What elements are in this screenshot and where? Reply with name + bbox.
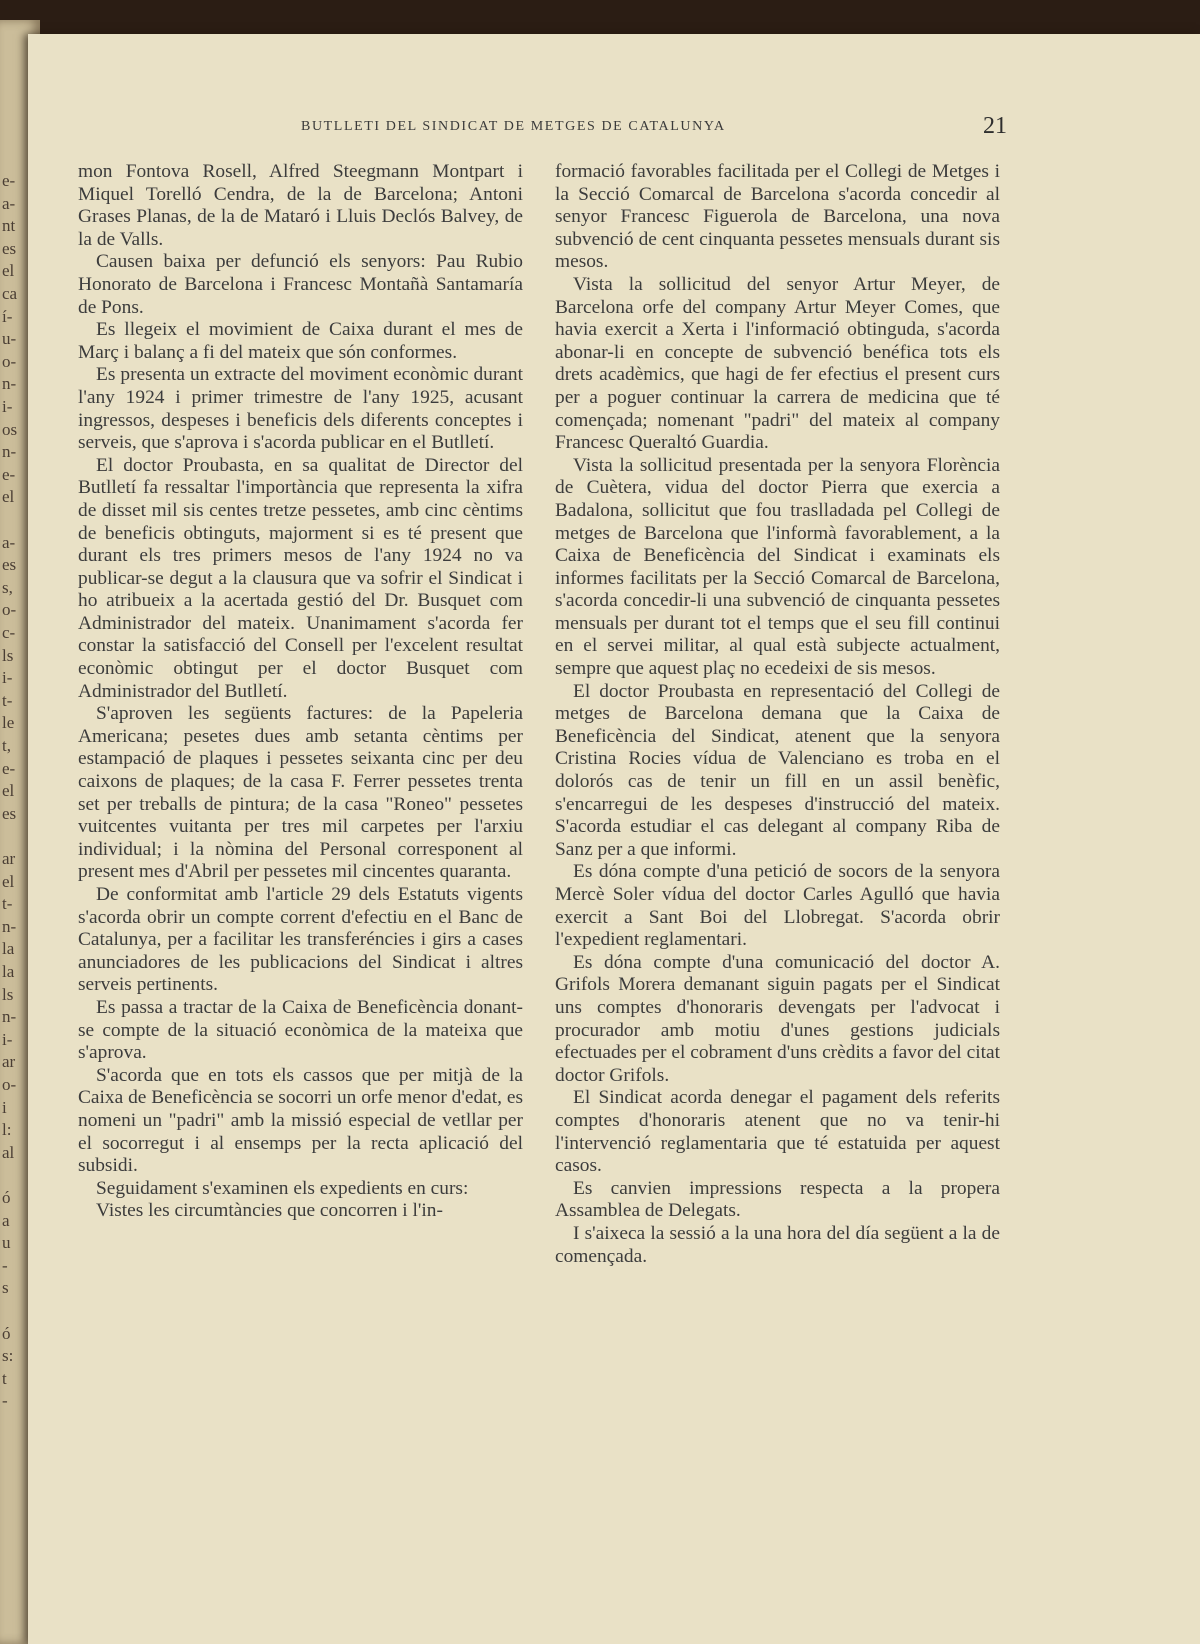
previous-page-fragment: s: [2, 1278, 9, 1298]
paragraph: Es dóna compte d'una comunicació del doctor A. Grifols Morera demanant siguin pagats per el Sindicat uns comptes d'honoraris devengats per l'advocat i procurador amb motiu d'unes gestions judicials efectuades per el cobrament d'uns crèdits a favor del citat doctor Grifols.: [555, 951, 1000, 1086]
paragraph: El doctor Proubasta en representació del Collegi de metges de Barcelona demana que la Caixa de Beneficència del Sindicat, atenent que la senyora Cristina Rocies vídua de Valenciano es troba en el dolorós cas de tenir un fill en un assil benèfic, s'encarregui de les despeses d'instrucció del mateix. S'acorda estudiar el cas delegant al company Riba de Sanz per a que informi.: [555, 680, 1000, 860]
previous-page-fragment: el: [2, 487, 15, 507]
previous-page-fragment: c-: [2, 623, 16, 642]
paragraph: El doctor Proubasta, en sa qualitat de Director del Butlletí fa ressaltar l'importància que representa la xifra de disset mil sis centes tretze pessetes, amb cinc cèntims de beneficis obtinguts, majorment si es té present que durant els tres primers mesos de l'any 1924 no va publicar-se degut a la clausura que va sofrir el Sindicat i ho atribueix a la acertada gestió del Dr. Busquet com Administrador del mateix. Unanimament s'acorda fer constar la satisfacció del Consell per l'excelent resultat econòmic obtingut per el doctor Busquet com Administrador del Butlletí.: [78, 454, 523, 702]
previous-page-fragment: i-: [2, 397, 13, 416]
previous-page-fragment: e-: [2, 758, 16, 778]
previous-page-fragment: al: [2, 1142, 15, 1162]
previous-page-fragment: nt: [2, 216, 16, 236]
previous-page-fragment: t-: [2, 894, 13, 914]
previous-page-fragment: n-: [2, 916, 17, 936]
previous-page-fragment: t,: [2, 736, 11, 755]
paragraph: Vistes les circumtàncies que concorren i l'in-: [96, 1200, 443, 1222]
previous-page-fragment: o-: [2, 1075, 17, 1094]
previous-page-fragment: a-: [2, 532, 16, 552]
paragraph: S'aproven les següents factures: de la Papeleria Americana; pesetes dues amb setanta cèntims per estampació de plaques i pessetes seixanta cinc per deu caixons de plaques; de la casa F. Ferrer pessetes trenta set per treballs de pintura; de la casa "Roneo" pessetes vuitcentes vuitanta per tres mil carpetes per l'arxiu individual; i la nòmina del Personal corresponent al present mes d'Abril per pessetes mil cincentes quaranta.: [78, 703, 523, 883]
previous-page-fragment: el: [2, 261, 15, 281]
previous-page-fragment: ó: [2, 1323, 11, 1343]
running-header: [28, 113, 1200, 141]
previous-page-fragment: le: [2, 713, 15, 733]
previous-page-fragment: es: [2, 803, 17, 823]
previous-page-fragment: o-: [2, 600, 17, 620]
previous-page-fragment: t-: [2, 690, 13, 710]
previous-page-fragment: ls: [2, 984, 14, 1004]
previous-page-fragment: ca: [2, 284, 18, 303]
previous-page-fragment: -: [2, 1255, 8, 1275]
previous-page-fragment: a: [2, 1210, 10, 1230]
previous-page-fragment: u: [2, 1233, 11, 1253]
journal-title: BUTLLETI DEL SINDICAT DE METGES DE CATALUNYA: [301, 119, 726, 134]
previous-page-fragment: ar: [2, 849, 16, 868]
previous-page-fragment: la: [2, 939, 15, 959]
previous-page-fragment: i-: [2, 668, 13, 688]
previous-page-fragment: u-: [2, 329, 17, 349]
previous-page-fragment: ls: [2, 645, 14, 665]
paragraph: Es llegeix el movimient de Caixa durant el mes de Març i balanç a fi del mateix que són conformes.: [78, 319, 523, 363]
paragraph: S'acorda que en tots els cassos que per mitjà de la Caixa de Beneficència se socorri un orfe menor d'edat, es nomeni un "padri" amb la missió especial de vetllar per el socorregut i al ensemps per la recta aplicació del subsidi.: [78, 1064, 523, 1177]
previous-page-fragment: t: [2, 1368, 7, 1388]
previous-page-fragment: ó: [2, 1188, 11, 1207]
paragraph: Es passa a tractar de la Caixa de Beneficència donant-se compte de la situació econòmica de la mateixa que s'aprova.: [78, 996, 523, 1064]
previous-page-fragment: ar: [2, 1052, 16, 1072]
left-column: [78, 161, 523, 1223]
paragraph: Causen baixa per defunció els senyors: Pau Rubio Honorato de Barcelona i Francesc Montañà Santamaría de Pons.: [78, 251, 523, 318]
previous-page-fragment: e-: [2, 171, 16, 190]
previous-page-fragment: n-: [2, 442, 17, 462]
previous-page-fragment: i: [2, 1097, 7, 1117]
paragraph: Es presenta un extracte del moviment econòmic durant l'any 1924 i primer trimestre de l'any 1925, acusant ingressos, despeses i beneficis dels diferents conceptes i serveis, que s'aprova i s'acorda publicar en el Butlletí.: [78, 364, 523, 454]
paragraph: Es dóna compte d'una petició de socors de la senyora Mercè Soler vídua del doctor Carles Agulló que havia exercit a Sant Boi del Llobregat. S'acorda obrir l'expedient reglamentari.: [555, 861, 1000, 951]
previous-page-fragment: n-: [2, 374, 17, 394]
previous-page-fragment: el: [2, 781, 15, 801]
paragraph: Vista la sollicitud del senyor Artur Meyer, de Barcelona orfe del company Artur Meyer Comes, que havia exercit a Xerta i l'informació obtinguda, s'acorda abonar-li en concepte de subvenció benéfica tots els drets acadèmics, que hagi de fer efectius el present curs per a poguer continuar la carrera de medicina que té començada; nomenant "padri" del mateix al company Francesc Queraltó Guardia.: [555, 273, 1000, 454]
paragraph: El Sindicat acorda denegar el pagament dels referits comptes d'honoraris atenent que no va tenir-hi l'intervenció reglamentaria que té estatuida per aquest casos.: [555, 1087, 1000, 1177]
previous-page-fragment: el: [2, 871, 15, 891]
previous-page-fragment: s,: [2, 577, 13, 597]
previous-page-fragment: es: [2, 555, 17, 575]
previous-page-fragment: la: [2, 962, 15, 981]
paragraph: De conformitat amb l'article 29 dels Estatuts vigents s'acorda obrir un compte corrent d'efectiu en el Banc de Catalunya, per a facilitar les transferéncies i girs a cases anunciadores de les publicacions del Sindicat i altres serveis pertinents.: [78, 884, 523, 996]
paragraph: Vista la sollicitud presentada per la senyora Florència de Cuètera, vidua del doctor Pierra que exercia a Badalona, sollicitut que fou traslladada pel Collegi de metges de Barcelona que l'informà favorablement, a la Caixa de Beneficència del Sindicat i examinats els informes facilitats per la Secció Comarcal de Barcelona, s'acorda concedir-li una subvenció de cinquanta pessetes mensuals per durant tot el temps que el seu fill continui en el servei militar, al qual està subjecte actualment, sempre que aquest plaç no ecedeixi de sis mesos.: [555, 454, 1000, 680]
paragraph: I s'aixeca la sessió a la una hora del día següent a la de començada.: [555, 1222, 1000, 1267]
previous-page-fragment: l:: [2, 1120, 12, 1140]
document-page: [28, 34, 1200, 1644]
paragraph: Seguidament s'examinen els expedients en curs:: [96, 1177, 469, 1199]
page-number: 21: [983, 113, 1007, 139]
previous-page-fragment: í-: [2, 306, 13, 326]
previous-page-fragment: s:: [2, 1346, 14, 1366]
paragraph: Es canvien impressions respecta a la propera Assamblea de Delegats.: [555, 1177, 1000, 1222]
previous-page-fragment: es: [2, 238, 17, 258]
previous-page-fragment: -: [2, 1391, 8, 1411]
previous-page-fragment: o-: [2, 351, 17, 371]
previous-page-fragment: os: [2, 419, 18, 439]
previous-page-fragment: a-: [2, 193, 16, 213]
previous-page-fragment: n-: [2, 1007, 17, 1027]
previous-page-fragment: i-: [2, 1029, 13, 1049]
paragraph: formació favorables facilitada per el Collegi de Metges i la Secció Comarcal de Barcelona s'acorda concedir al senyor Francesc Figuerola de Barcelona, una nova subvenció de cent cinquanta pessetes mensuals durant sis mesos.: [555, 161, 1000, 273]
right-column: [555, 161, 1000, 1268]
paragraph: mon Fontova Rosell, Alfred Steegmann Montpart i Miquel Torelló Cendra, de la de Barcelona; Antoni Grases Planas, de la de Mataró i Lluis Declós Balvey, de la de Valls.: [78, 161, 523, 250]
previous-page-fragment: e-: [2, 464, 16, 484]
